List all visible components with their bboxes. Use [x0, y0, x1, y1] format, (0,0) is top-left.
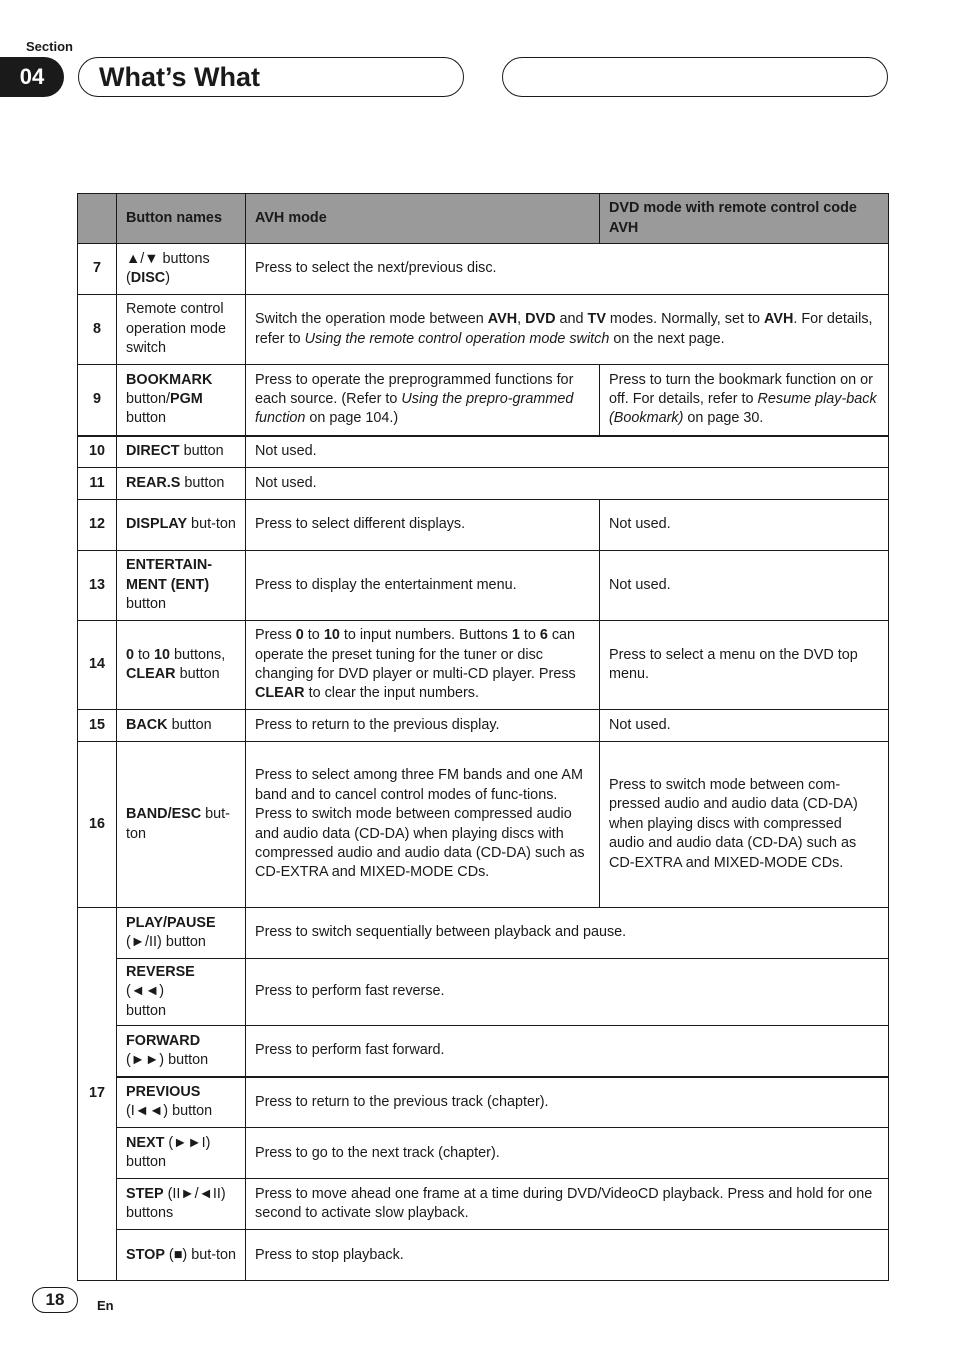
- button-name: BOOKMARK button/PGM button: [117, 365, 246, 436]
- button-name: PLAY/PAUSE (►/II) button: [117, 908, 246, 959]
- avh-description: Press 0 to 10 to input numbers. Buttons 1 to 6 can operate the preset tuning for the tuner or disc changing for DVD player or multi-CD player. Press CLEAR to clear the input numbers.: [246, 621, 600, 710]
- dvd-description: Press to turn the bookmark function on or off. For details, refer to Resume play-back (Bookmark) on page 30.: [600, 365, 889, 436]
- avh-description: Press to perform fast forward.: [246, 1026, 889, 1077]
- table-row: [78, 551, 889, 621]
- avh-description: Press to perform fast reverse.: [246, 959, 889, 1026]
- button-name: REVERSE (◄◄) button: [117, 959, 246, 1026]
- avh-description: Not used.: [246, 468, 889, 500]
- table-row: [78, 244, 889, 295]
- button-name: STEP (II►/◄II) buttons: [117, 1179, 246, 1230]
- table-row: [78, 1179, 889, 1230]
- page-title: What’s What: [78, 57, 464, 97]
- button-name: REAR.S button: [117, 468, 246, 500]
- button-name: NEXT (►►I) button: [117, 1128, 246, 1179]
- table-row: [78, 365, 889, 436]
- table-row: [78, 1128, 889, 1179]
- table-row: [78, 468, 889, 500]
- dvd-description: Press to select a menu on the DVD top menu.: [600, 621, 889, 710]
- row-number: 15: [78, 710, 117, 742]
- avh-description: Press to select different displays.: [246, 500, 600, 551]
- row-number: 8: [78, 295, 117, 365]
- language-label: En: [97, 1298, 114, 1313]
- section-number: 04: [0, 57, 64, 97]
- table-header-row: [78, 194, 889, 244]
- header-avh-mode: AVH mode: [246, 194, 600, 244]
- header-dvd-mode: DVD mode with remote control code AVH: [600, 194, 889, 244]
- table-row: [78, 959, 889, 1026]
- avh-description: Press to stop playback.: [246, 1230, 889, 1281]
- title-box-empty: [502, 57, 888, 97]
- button-table: [77, 193, 889, 1281]
- row-number: 17: [78, 908, 117, 1281]
- button-name: FORWARD (►►) button: [117, 1026, 246, 1077]
- avh-description: Press to return to the previous track (chapter).: [246, 1077, 889, 1128]
- avh-description: Press to return to the previous display.: [246, 710, 600, 742]
- table-row: [78, 500, 889, 551]
- button-name: 0 to 10 buttons, CLEAR button: [117, 621, 246, 710]
- button-name: STOP (■) but-ton: [117, 1230, 246, 1281]
- button-name: BACK button: [117, 710, 246, 742]
- table-row: [78, 436, 889, 468]
- button-name: PREVIOUS (I◄◄) button: [117, 1077, 246, 1128]
- button-name: ENTERTAIN-MENT (ENT) button: [117, 551, 246, 621]
- avh-description: Press to select among three FM bands and one AM band and to cancel control modes of func-tions. Press to switch mode between compressed audio and audio data (CD-DA) when playing discs with compressed audio and audio data (CD-DA) such as CD-EXTRA and MIXED-MODE CDs.: [246, 742, 600, 908]
- row-number: 10: [78, 436, 117, 468]
- avh-description: Switch the operation mode between AVH, DVD and TV modes. Normally, set to AVH. For details, refer to Using the remote control operation mode switch on the next page.: [246, 295, 889, 365]
- table-row: [78, 908, 889, 959]
- avh-description: Press to go to the next track (chapter).: [246, 1128, 889, 1179]
- table-row: [78, 1026, 889, 1077]
- row-number: 13: [78, 551, 117, 621]
- header-button-names: Button names: [117, 194, 246, 244]
- table-row: [78, 1230, 889, 1281]
- button-name: Remote control operation mode switch: [117, 295, 246, 365]
- page-number: 18: [32, 1287, 78, 1313]
- dvd-description: Not used.: [600, 710, 889, 742]
- button-name: ▲/▼ buttons (DISC): [117, 244, 246, 295]
- button-name: DISPLAY but-ton: [117, 500, 246, 551]
- table-row: [78, 742, 889, 908]
- row-number: 9: [78, 365, 117, 436]
- dvd-description: Not used.: [600, 551, 889, 621]
- table-row: [78, 1077, 889, 1128]
- button-name: DIRECT button: [117, 436, 246, 468]
- avh-description: Not used.: [246, 436, 889, 468]
- table-row: [78, 710, 889, 742]
- avh-description: Press to switch sequentially between playback and pause.: [246, 908, 889, 959]
- row-number: 12: [78, 500, 117, 551]
- header-num: [78, 194, 117, 244]
- dvd-description: Press to switch mode between com-pressed audio and audio data (CD-DA) when playing discs with compressed audio and audio data (CD-DA) such as CD-EXTRA and MIXED-MODE CDs.: [600, 742, 889, 908]
- avh-description: Press to display the entertainment menu.: [246, 551, 600, 621]
- button-name: BAND/ESC but-ton: [117, 742, 246, 908]
- row-number: 14: [78, 621, 117, 710]
- row-number: 11: [78, 468, 117, 500]
- avh-description: Press to operate the preprogrammed functions for each source. (Refer to Using the prepro-grammed function on page 104.): [246, 365, 600, 436]
- table-row: [78, 295, 889, 365]
- table-row: [78, 621, 889, 710]
- section-label: Section: [26, 39, 73, 54]
- dvd-description: Not used.: [600, 500, 889, 551]
- row-number: 7: [78, 244, 117, 295]
- avh-description: Press to move ahead one frame at a time during DVD/VideoCD playback. Press and hold for one second to activate slow playback.: [246, 1179, 889, 1230]
- row-number: 16: [78, 742, 117, 908]
- avh-description: Press to select the next/previous disc.: [246, 244, 889, 295]
